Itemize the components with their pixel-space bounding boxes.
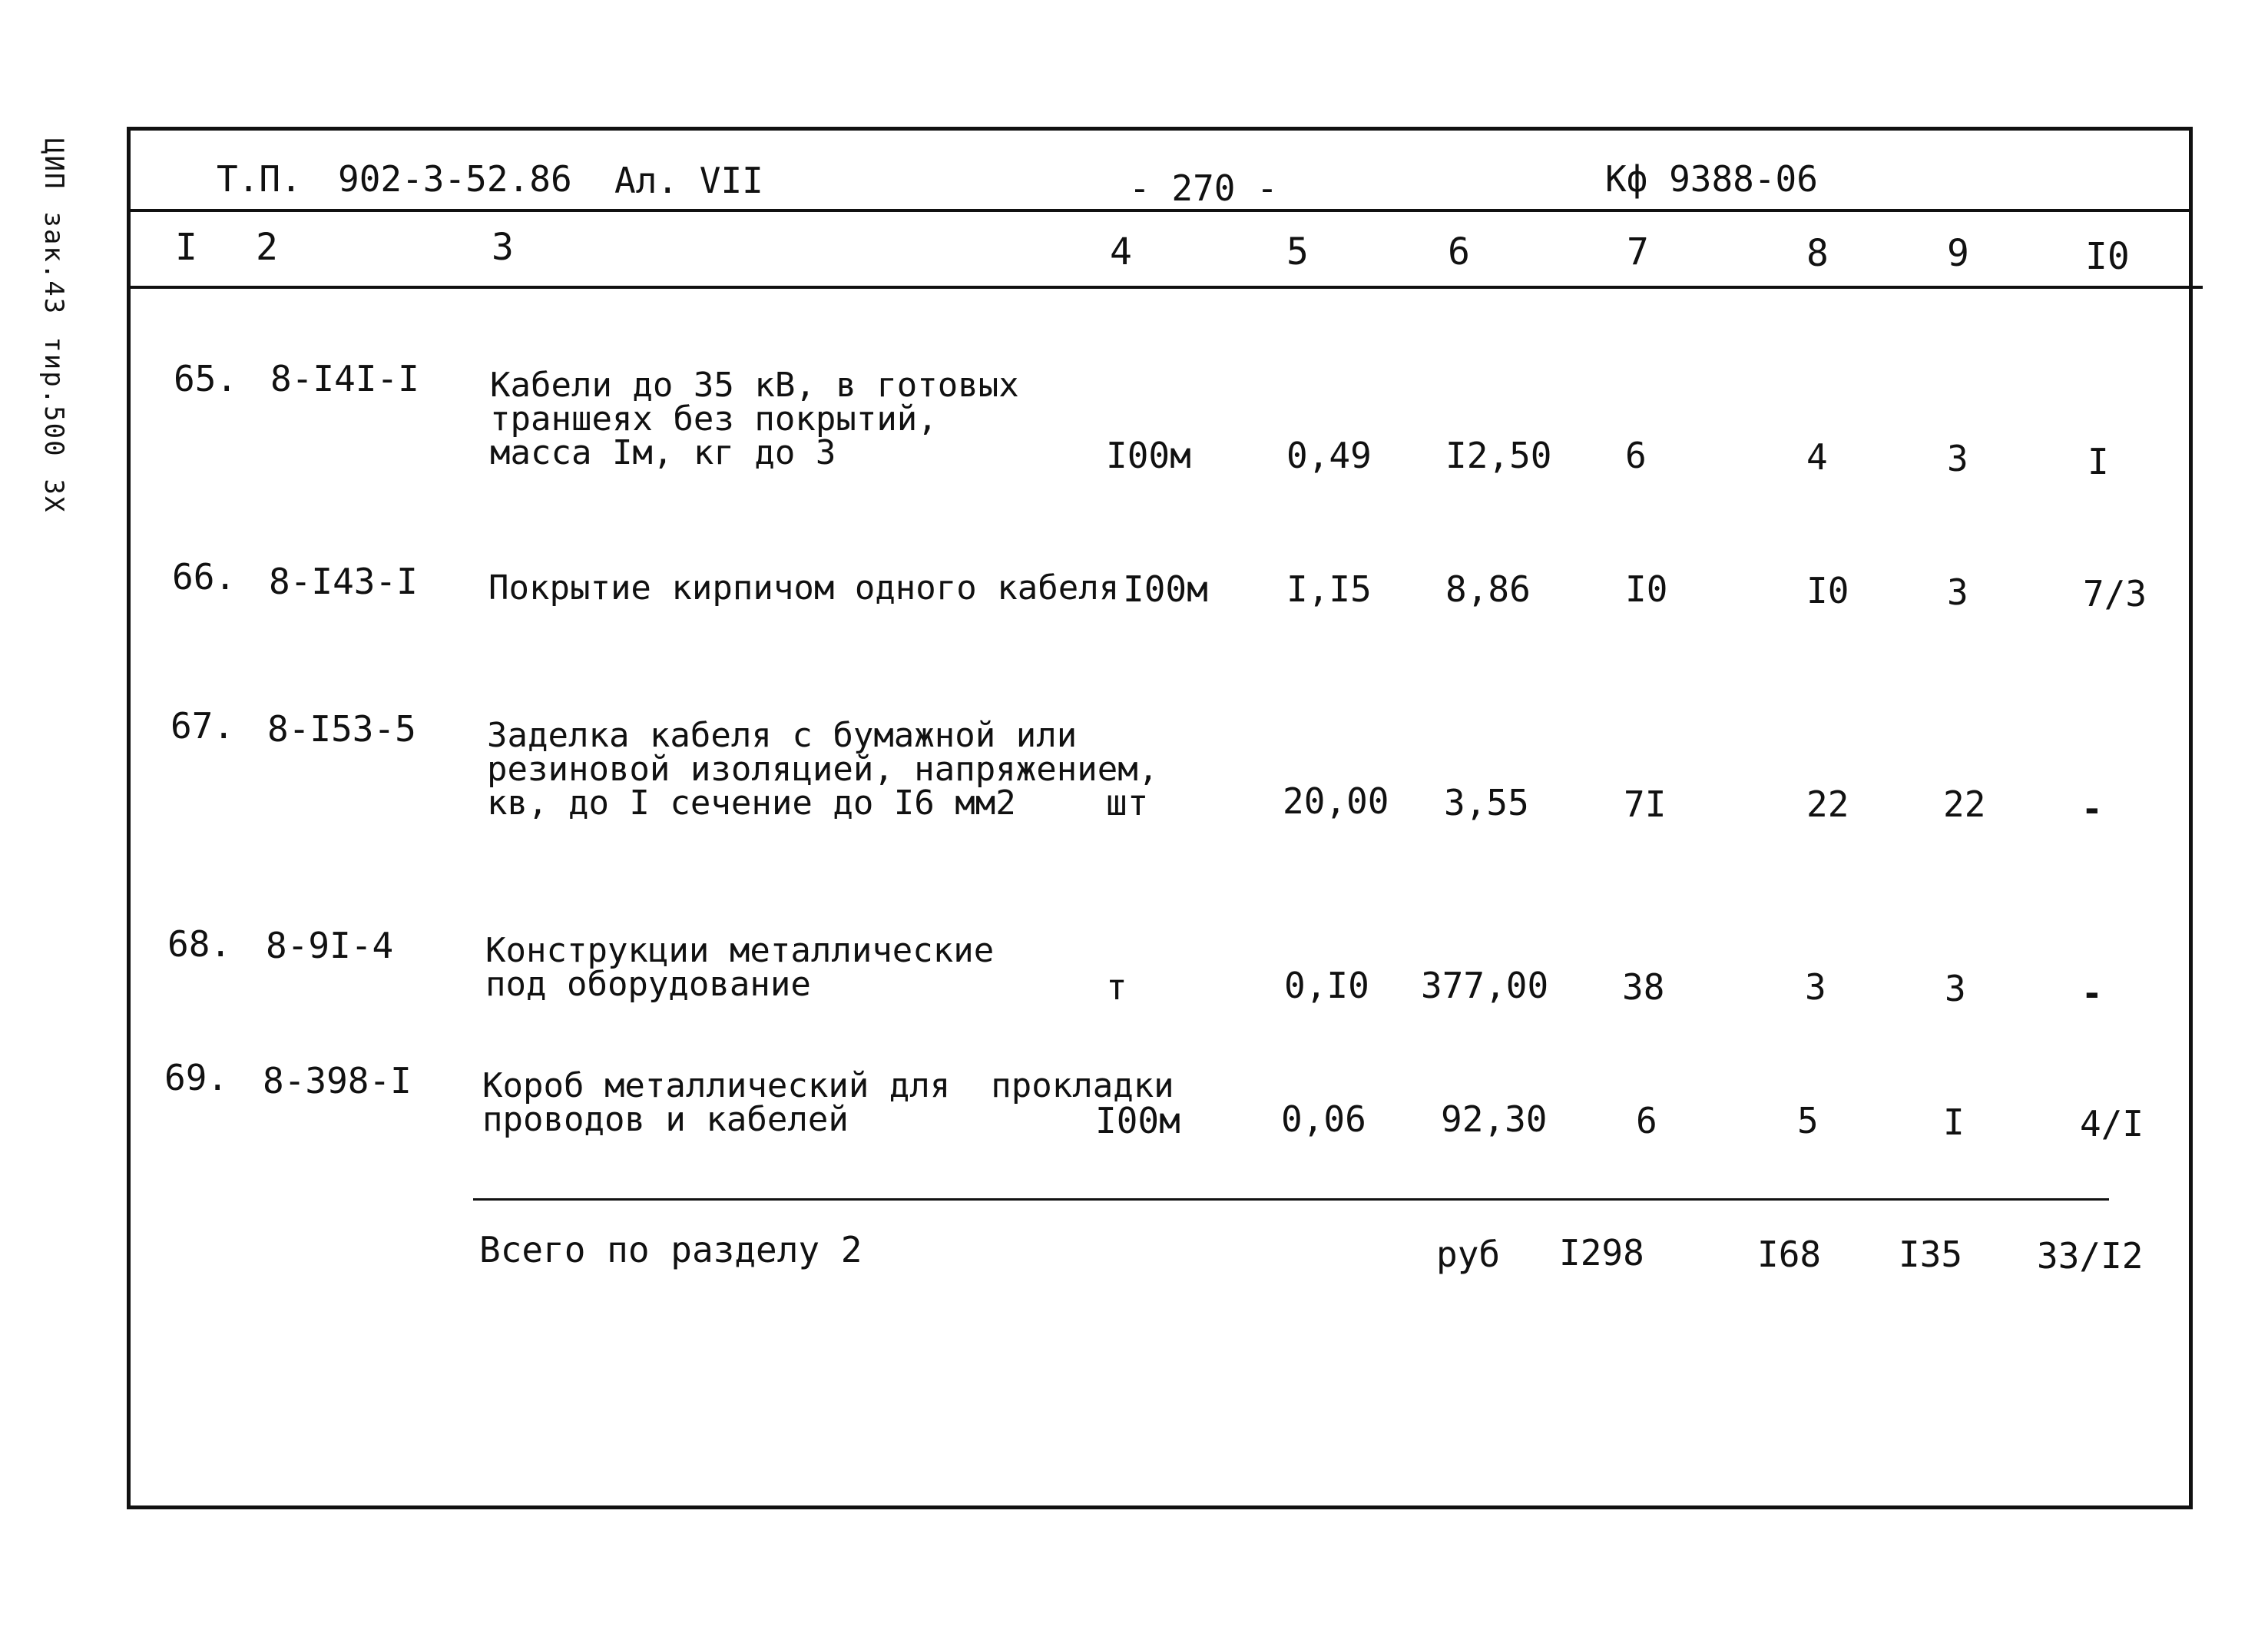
document-frame: [127, 127, 2193, 1509]
row-code: 8-I4I-I: [270, 358, 419, 399]
row-price: 377,00: [1421, 965, 1549, 1006]
column-1-header: I: [175, 226, 197, 269]
row-quantity: 0,06: [1281, 1098, 1366, 1140]
column-header-divider: [129, 286, 2203, 289]
row-code: 8-398-I: [263, 1060, 412, 1101]
row-quantity: 0,I0: [1284, 965, 1369, 1006]
row-col-7: 38: [1622, 966, 1665, 1008]
row-unit: I00м: [1106, 435, 1191, 476]
row-code: 8-I53-5: [267, 708, 416, 750]
row-price: 8,86: [1445, 568, 1531, 610]
row-description: Короб металлический для прокладки проводов и кабелей: [482, 1066, 1174, 1139]
row-price: 3,55: [1444, 782, 1529, 823]
column-6-header: 6: [1448, 230, 1470, 273]
row-col-9: I: [1943, 1101, 1965, 1143]
header-project: 902-3-52.86: [338, 158, 572, 200]
totals-col-9: I35: [1899, 1234, 1963, 1275]
column-7-header: 7: [1627, 230, 1649, 273]
row-col-10: 4/I: [2080, 1103, 2144, 1144]
row-quantity: I,I5: [1286, 568, 1372, 610]
row-col-8: 22: [1806, 783, 1849, 825]
column-4-header: 4: [1110, 230, 1132, 273]
row-price: I2,50: [1445, 435, 1552, 476]
row-col-8: 5: [1797, 1100, 1819, 1141]
column-3-header: 3: [492, 226, 514, 269]
row-quantity: 0,49: [1286, 435, 1372, 476]
row-unit: I00м: [1095, 1100, 1180, 1141]
row-col-10: -: [2081, 972, 2103, 1014]
row-col-9: 3: [1947, 438, 1968, 479]
row-col-7: 7I: [1624, 783, 1667, 825]
margin-note-4: ЗХ: [38, 479, 69, 514]
header-tp: Т.П.: [217, 158, 302, 200]
column-8-header: 8: [1806, 232, 1829, 275]
totals-currency: руб: [1436, 1234, 1501, 1275]
column-5-header: 5: [1286, 230, 1309, 273]
row-number: 65.: [174, 358, 238, 399]
row-quantity: 20,00: [1283, 780, 1389, 822]
row-col-9: 22: [1943, 783, 1986, 825]
row-col-7: 6: [1625, 435, 1647, 476]
row-price: 92,30: [1441, 1098, 1548, 1140]
row-number: 69.: [164, 1057, 229, 1098]
totals-col-7: I298: [1559, 1232, 1644, 1274]
row-col-7: 6: [1636, 1100, 1657, 1141]
header-page-number: - 270 -: [1129, 167, 1278, 209]
header-code: Кф 9388-06: [1605, 158, 1818, 200]
totals-label: Всего по разделу 2: [479, 1229, 863, 1270]
row-description: Кабели до 35 кВ, в готовых траншеях без покрытий, масса Iм, кг до 3: [490, 366, 1019, 472]
row-unit: I00м: [1123, 568, 1208, 610]
row-description: Конструкции металлические под оборудование: [485, 931, 995, 1004]
row-description: Заделка кабеля с бумажной или резиновой изоляцией, напряжением, кв, до I сечение до I6 мм2: [487, 716, 1159, 823]
row-number: 66.: [172, 556, 237, 598]
totals-col-8: I68: [1757, 1234, 1822, 1275]
row-number: 67.: [171, 705, 235, 747]
header-divider: [129, 209, 2190, 212]
row-unit: шт: [1106, 782, 1149, 823]
row-col-8: I0: [1806, 570, 1849, 611]
margin-note: [38, 138, 69, 535]
row-col-9: 3: [1947, 571, 1968, 613]
margin-note-3: тир.500: [38, 336, 69, 458]
row-col-9: 3: [1945, 968, 1966, 1009]
row-col-10: I: [2088, 441, 2109, 482]
margin-note-1: ЦИП: [38, 138, 69, 190]
totals-divider: [473, 1198, 2109, 1201]
column-10-header: I0: [2085, 235, 2130, 278]
row-col-8: 3: [1805, 966, 1826, 1008]
column-9-header: 9: [1947, 232, 1969, 275]
row-number: 68.: [167, 923, 232, 965]
margin-note-2: зак.43: [38, 211, 69, 316]
row-code: 8-9I-4: [266, 925, 394, 966]
header-album: Ал. VII: [614, 160, 763, 201]
row-code: 8-I43-I: [269, 561, 418, 602]
row-description: Покрытие кирпичом одного кабеля: [488, 568, 1120, 608]
totals-col-10: 33/I2: [2037, 1235, 2144, 1277]
row-col-8: 4: [1806, 436, 1828, 478]
column-2-header: 2: [256, 226, 278, 269]
row-col-10: 7/3: [2083, 573, 2147, 614]
row-col-10: -: [2081, 788, 2103, 830]
row-unit: т: [1106, 966, 1127, 1008]
row-col-7: I0: [1625, 568, 1668, 610]
